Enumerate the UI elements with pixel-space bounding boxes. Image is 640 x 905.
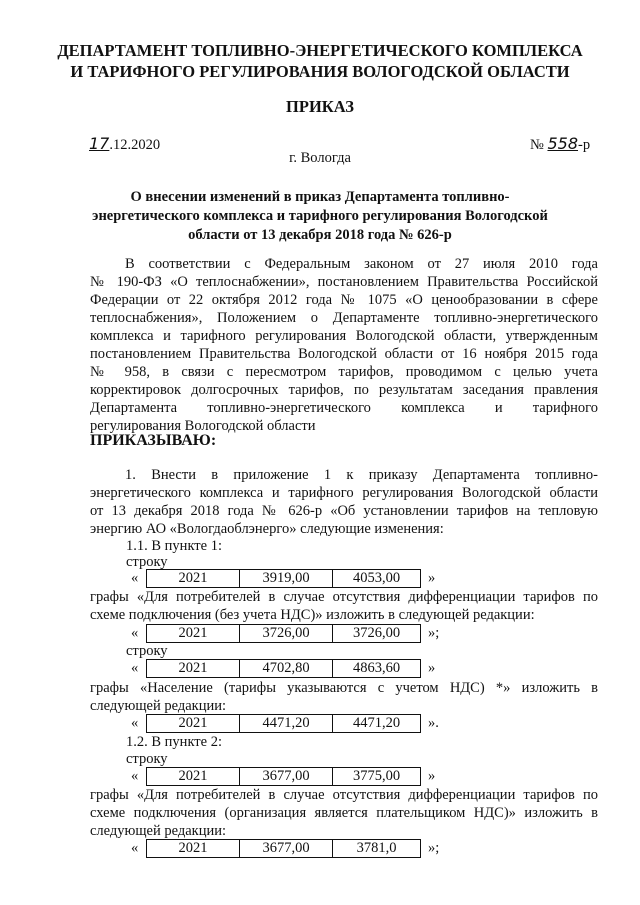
graph1-line-1: графы «Для потребителей в случае отсутствия дифференциации тарифов по	[90, 589, 598, 605]
quote-close-1: »	[428, 570, 436, 586]
cell-year: 2021	[147, 625, 240, 643]
quote-open-1: «	[131, 570, 139, 586]
item1-line-1: 1. Внести в приложение 1 к приказу Департамента топливно-	[125, 467, 598, 483]
cell-value-1: 4702,80	[240, 660, 333, 678]
quote-close-6: »;	[428, 840, 440, 856]
row-word-2: строку	[126, 643, 168, 659]
graph3-line-2: схеме подключения (организация является плательщиком НДС)» изложить в	[90, 805, 598, 821]
preamble-line-7: № 958, в связи с пересмотром тарифов, проводимом с целью учета	[90, 364, 598, 380]
handwritten-day: 17	[89, 134, 110, 153]
department-name-line2: И ТАРИФНОГО РЕГУЛИРОВАНИЯ ВОЛОГОДСКОЙ ОБЛАСТИ	[70, 62, 570, 81]
graph2-line-2: следующей редакции:	[90, 698, 227, 714]
handwritten-number: 558	[547, 134, 579, 153]
cell-value-1: 4471,20	[240, 715, 333, 733]
values-row-1	[146, 569, 421, 588]
cell-value-1: 3677,00	[240, 768, 333, 786]
quote-open-5: «	[131, 768, 139, 784]
quote-close-2: »;	[428, 625, 440, 641]
item1-line-4: энергию АО «Вологдаоблэнерго» следующие изменения:	[90, 521, 444, 537]
cell-value-2: 3726,00	[333, 625, 421, 643]
values-row-3	[146, 659, 421, 678]
preamble-line-4: теплоснабжения», Положением о Департаменте топливно-энергетического	[90, 310, 598, 326]
order-word: ПРИКАЗЫВАЮ:	[90, 432, 217, 449]
preamble-line-10: регулирования Вологодской области	[90, 418, 316, 434]
quote-open-6: «	[131, 840, 139, 856]
values-row-4	[146, 714, 421, 733]
quote-open-4: «	[131, 715, 139, 731]
row-word-3: строку	[126, 751, 168, 767]
graph1-line-2: схеме подключения (без учета НДС)» изложить в следующей редакции:	[90, 607, 535, 623]
preamble-line-6: постановлением Правительства Вологодской области от 16 ноября 2015 года	[90, 346, 598, 362]
city: г. Вологда	[289, 150, 351, 166]
quote-open-3: «	[131, 660, 139, 676]
cell-value-2: 4053,00	[333, 570, 421, 588]
cell-value-1: 3726,00	[240, 625, 333, 643]
preamble-line-9: Департамента топливно-энергетического комплекса и тарифного	[90, 400, 598, 416]
cell-value-1: 3919,00	[240, 570, 333, 588]
subitem-1-2: 1.2. В пункте 2:	[126, 734, 222, 750]
date-rest: .12.2020	[109, 137, 161, 153]
cell-value-2: 4471,20	[333, 715, 421, 733]
number-prefix: №	[530, 137, 544, 153]
number-suffix: -р	[578, 137, 591, 153]
preamble-line-1: В соответствии с Федеральным законом от 27 июля 2010 года	[125, 256, 598, 272]
values-row-6	[146, 839, 421, 858]
quote-close-5: »	[428, 768, 436, 784]
preamble-line-2: № 190-ФЗ «О теплоснабжении», постановлением Правительства Российской	[90, 274, 598, 290]
department-name-line1: ДЕПАРТАМЕНТ ТОПЛИВНО-ЭНЕРГЕТИЧЕСКОГО КОМПЛЕКСА	[57, 41, 583, 60]
cell-year: 2021	[147, 660, 240, 678]
cell-value-2: 3781,0	[333, 840, 421, 858]
title-line-3: области от 13 декабря 2018 года № 626-р	[188, 227, 452, 243]
cell-year: 2021	[147, 570, 240, 588]
item1-line-2: энергетического комплекса и тарифного регулирования Вологодской области	[90, 485, 598, 501]
quote-close-3: »	[428, 660, 436, 676]
cell-value-2: 3775,00	[333, 768, 421, 786]
title-line-1: О внесении изменений в приказ Департамента топливно-	[130, 189, 510, 205]
subitem-1-1: 1.1. В пункте 1:	[126, 538, 222, 554]
preamble-line-3: Федерации от 22 октября 2012 года № 1075 «О ценообразовании в сфере	[90, 292, 598, 308]
cell-year: 2021	[147, 715, 240, 733]
cell-value-2: 4863,60	[333, 660, 421, 678]
cell-year: 2021	[147, 840, 240, 858]
preamble-line-5: комплекса и тарифного регулирования Вологодской области, утвержденным	[90, 328, 598, 344]
cell-value-1: 3677,00	[240, 840, 333, 858]
graph3-line-1: графы «Для потребителей в случае отсутствия дифференциации тарифов по	[90, 787, 598, 803]
graph2-line-1: графы «Население (тарифы указываются с учетом НДС) *» изложить в	[90, 680, 598, 696]
cell-year: 2021	[147, 768, 240, 786]
values-row-2	[146, 624, 421, 643]
quote-open-2: «	[131, 625, 139, 641]
item1-line-3: от 13 декабря 2018 года № 626-р «Об установлении тарифов на тепловую	[90, 503, 598, 519]
row-word-1: строку	[126, 554, 168, 570]
title-line-2: энергетического комплекса и тарифного регулирования Вологодской	[92, 208, 548, 224]
preamble-line-8: корректировок долгосрочных тарифов, по результатам заседания правления	[90, 382, 598, 398]
graph3-line-3: следующей редакции:	[90, 823, 227, 839]
quote-close-4: ».	[428, 715, 439, 731]
document-type: ПРИКАЗ	[286, 97, 354, 116]
values-row-5	[146, 767, 421, 786]
